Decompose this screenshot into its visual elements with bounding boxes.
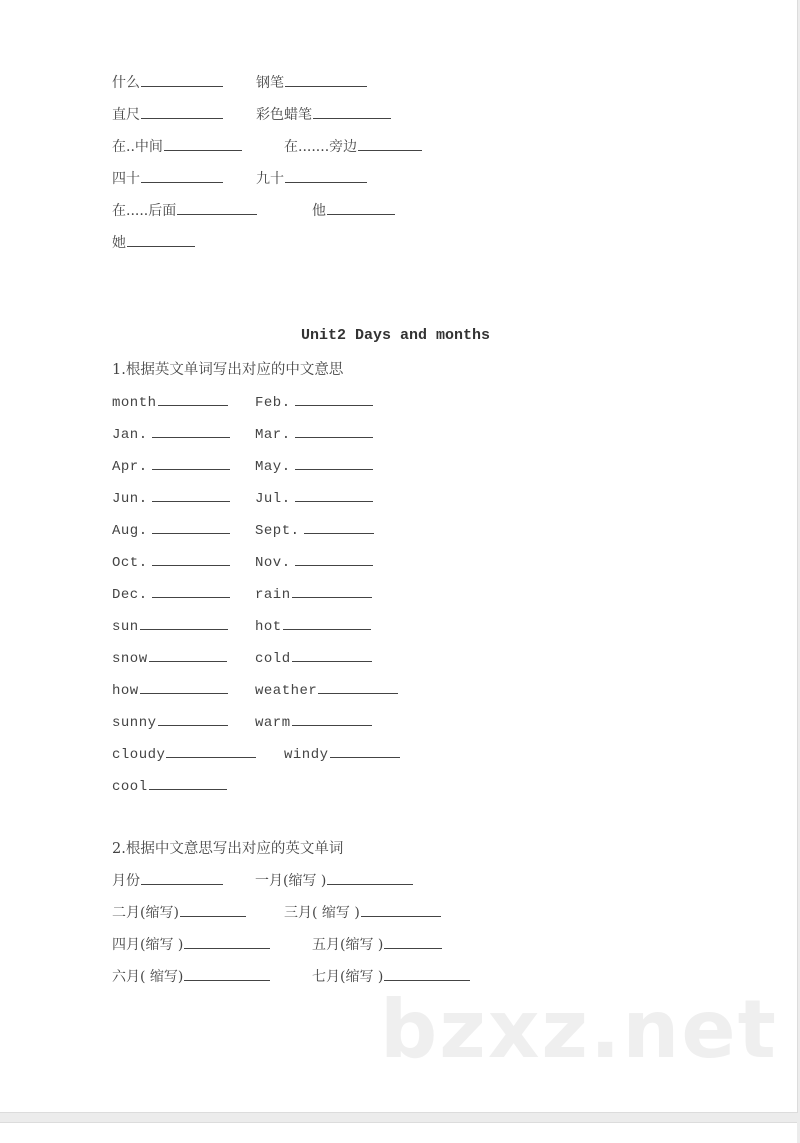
vocab-label: Mar. bbox=[255, 427, 291, 443]
answer-blank[interactable] bbox=[313, 104, 391, 119]
answer-blank[interactable] bbox=[327, 870, 413, 885]
answer-blank[interactable] bbox=[152, 455, 230, 470]
answer-blank[interactable] bbox=[127, 232, 195, 247]
vocab-item bbox=[112, 136, 242, 157]
vocab-label: 钢笔 bbox=[256, 75, 284, 91]
answer-blank[interactable] bbox=[295, 455, 373, 470]
unit-title-text: Unit2 Days and months bbox=[300, 327, 491, 344]
answer-blank[interactable] bbox=[318, 679, 398, 694]
answer-blank[interactable] bbox=[149, 647, 227, 662]
answer-blank[interactable] bbox=[152, 519, 230, 534]
vocab-item bbox=[312, 200, 395, 221]
vocab-label: 四十 bbox=[112, 171, 140, 187]
vocab-label: 在.....后面 bbox=[112, 203, 177, 219]
vocab-label: weather bbox=[255, 683, 318, 699]
answer-blank[interactable] bbox=[141, 104, 223, 119]
vocab-label: Apr. bbox=[112, 459, 148, 475]
answer-blank[interactable] bbox=[292, 583, 372, 598]
vocab-label: 直尺 bbox=[112, 107, 140, 123]
vocab-label: 月份 bbox=[112, 873, 140, 889]
answer-blank[interactable] bbox=[141, 870, 223, 885]
answer-blank[interactable] bbox=[327, 200, 395, 215]
vocab-label: 她 bbox=[112, 235, 126, 251]
answer-blank[interactable] bbox=[166, 743, 256, 758]
vocab-label: Jun. bbox=[112, 491, 148, 507]
answer-blank[interactable] bbox=[164, 136, 242, 151]
vocab-label: month bbox=[112, 395, 157, 411]
vocab-item bbox=[112, 200, 257, 221]
vocab-label: 三月( 缩写 ) bbox=[284, 905, 360, 921]
vocab-item bbox=[112, 232, 195, 253]
section2-heading: 2.根据中文意思写出对应的英文单词 bbox=[112, 841, 344, 857]
answer-blank[interactable] bbox=[358, 136, 422, 151]
vocab-label: cold bbox=[255, 651, 291, 667]
answer-blank[interactable] bbox=[140, 615, 228, 630]
vocab-label: cloudy bbox=[112, 747, 166, 763]
answer-blank[interactable] bbox=[152, 583, 230, 598]
unit-title bbox=[0, 327, 797, 344]
vocab-label: 在.......旁边 bbox=[284, 139, 358, 155]
answer-blank[interactable] bbox=[361, 902, 441, 917]
answer-blank[interactable] bbox=[330, 743, 400, 758]
answer-blank[interactable] bbox=[285, 72, 367, 87]
vocab-item bbox=[112, 104, 223, 125]
vocab-label: Jul. bbox=[255, 491, 291, 507]
vocab-label: Feb. bbox=[255, 395, 291, 411]
section1-heading: 1.根据英文单词写出对应的中文意思 bbox=[112, 362, 344, 378]
vocab-label: cool bbox=[112, 779, 148, 795]
answer-blank[interactable] bbox=[149, 775, 227, 790]
vocab-label: Sept. bbox=[255, 523, 300, 539]
answer-blank[interactable] bbox=[285, 168, 367, 183]
vocab-item bbox=[256, 168, 367, 189]
vocab-label: 彩色蜡笔 bbox=[256, 107, 312, 123]
vocab-label: 在..中间 bbox=[112, 139, 163, 155]
answer-blank[interactable] bbox=[384, 966, 470, 981]
answer-blank[interactable] bbox=[158, 391, 228, 406]
vocab-label: 七月(缩写 ) bbox=[312, 969, 384, 985]
vocab-item bbox=[112, 72, 223, 93]
answer-blank[interactable] bbox=[141, 168, 223, 183]
answer-blank[interactable] bbox=[295, 423, 373, 438]
vocab-label: sunny bbox=[112, 715, 157, 731]
vocab-label: 四月(缩写 ) bbox=[112, 937, 184, 953]
vocab-label: warm bbox=[255, 715, 291, 731]
answer-blank[interactable] bbox=[184, 934, 270, 949]
answer-blank[interactable] bbox=[158, 711, 228, 726]
answer-blank[interactable] bbox=[177, 200, 257, 215]
vocab-label: 一月(缩写 ) bbox=[255, 873, 327, 889]
vocab-label: hot bbox=[255, 619, 282, 635]
vocab-label: sun bbox=[112, 619, 139, 635]
vocab-label: Oct. bbox=[112, 555, 148, 571]
watermark: bzxz.net bbox=[380, 983, 778, 1076]
answer-blank[interactable] bbox=[152, 487, 230, 502]
answer-blank[interactable] bbox=[292, 647, 372, 662]
answer-blank[interactable] bbox=[295, 391, 373, 406]
vocab-label: 六月( 缩写) bbox=[112, 969, 184, 985]
vocab-item bbox=[256, 72, 367, 93]
answer-blank[interactable] bbox=[384, 934, 442, 949]
answer-blank[interactable] bbox=[184, 966, 270, 981]
vocab-item bbox=[256, 104, 391, 125]
vocab-label: Aug. bbox=[112, 523, 148, 539]
vocab-label: 九十 bbox=[256, 171, 284, 187]
vocab-label: 二月(缩写) bbox=[112, 905, 179, 921]
answer-blank[interactable] bbox=[292, 711, 372, 726]
vocab-label: how bbox=[112, 683, 139, 699]
next-page-edge bbox=[0, 1122, 797, 1143]
vocab-label: 五月(缩写 ) bbox=[312, 937, 384, 953]
answer-blank[interactable] bbox=[152, 551, 230, 566]
answer-blank[interactable] bbox=[140, 679, 228, 694]
answer-blank[interactable] bbox=[295, 551, 373, 566]
answer-blank[interactable] bbox=[283, 615, 371, 630]
answer-blank[interactable] bbox=[304, 519, 374, 534]
vocab-label: Jan. bbox=[112, 427, 148, 443]
vocab-label: 他 bbox=[312, 203, 326, 219]
vocab-label: Nov. bbox=[255, 555, 291, 571]
vocab-label: May. bbox=[255, 459, 291, 475]
answer-blank[interactable] bbox=[141, 72, 223, 87]
vocab-label: rain bbox=[255, 587, 291, 603]
vocab-label: windy bbox=[284, 747, 329, 763]
vocab-label: 什么 bbox=[112, 75, 140, 91]
answer-blank[interactable] bbox=[180, 902, 246, 917]
vocab-item bbox=[112, 168, 223, 189]
vocab-label: snow bbox=[112, 651, 148, 667]
answer-blank[interactable] bbox=[152, 423, 230, 438]
vocab-label: Dec. bbox=[112, 587, 148, 603]
vocab-item bbox=[284, 136, 422, 157]
answer-blank[interactable] bbox=[295, 487, 373, 502]
